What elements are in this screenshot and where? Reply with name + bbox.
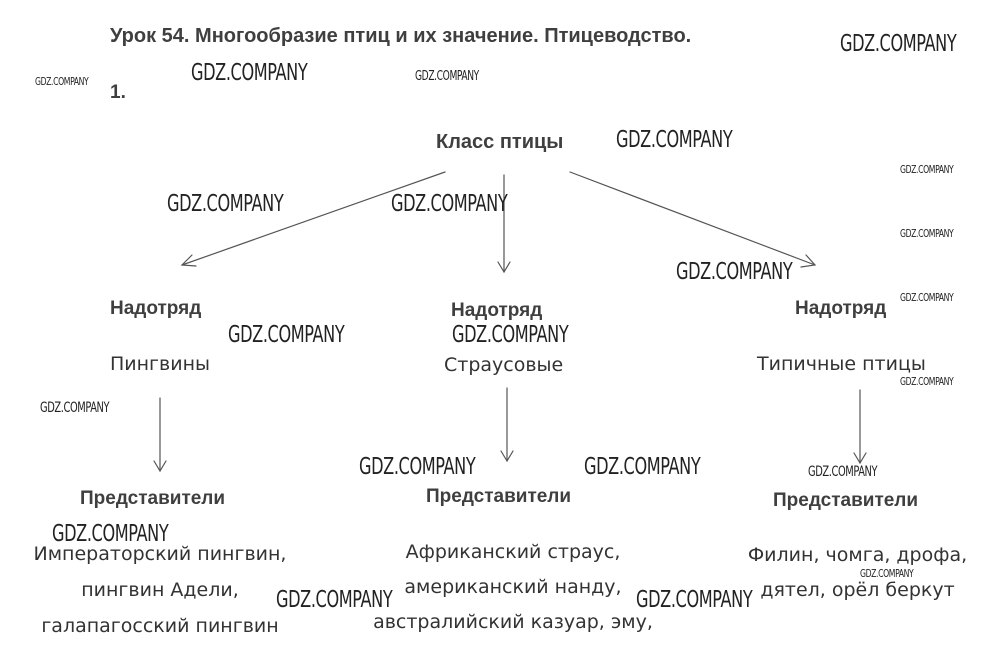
arrow-branch-3-to-representatives	[854, 390, 866, 463]
branch-3-superorder-label: Надотряд	[795, 298, 887, 319]
watermark-logo: GDZ.COMPANY	[860, 567, 914, 580]
watermark-logo: GDZ.COMPANY	[391, 191, 508, 217]
branch-1-member: пингвин Адели,	[81, 579, 239, 601]
branch-1-superorder-label: Надотряд	[110, 298, 202, 319]
branch-2-member: австралийский казуар, эму,	[373, 611, 653, 633]
branch-3-member: дятел, орёл беркут	[760, 579, 955, 601]
watermark-logo: GDZ.COMPANY	[452, 322, 569, 348]
arrow-root-to-branch-1	[182, 172, 445, 266]
watermark-logo: GDZ.COMPANY	[276, 587, 393, 613]
branch-2-superorder-label: Надотряд	[451, 300, 543, 321]
branch-3-order-name: Типичные птицы	[757, 353, 926, 375]
branch-1-order-name: Пингвины	[110, 353, 211, 375]
branch-1-representatives-label: Представители	[80, 488, 226, 509]
watermark-logo: GDZ.COMPANY	[228, 322, 345, 348]
watermark-logo: GDZ.COMPANY	[900, 291, 954, 304]
branch-1-member: галапагосский пингвин	[41, 615, 279, 637]
task-number: 1.	[110, 82, 126, 103]
branch-1-member: Императорский пингвин,	[33, 543, 287, 565]
branch-3-representatives-label: Представители	[773, 490, 919, 511]
watermark-logo: GDZ.COMPANY	[40, 400, 110, 416]
branch-2-order-name: Страусовые	[444, 354, 564, 376]
arrow-branch-2-to-representatives	[501, 388, 513, 461]
watermark-logo: GDZ.COMPANY	[900, 227, 954, 240]
watermark-logo: GDZ.COMPANY	[900, 375, 954, 388]
branch-2-member: американский нанду,	[404, 576, 622, 598]
watermark-logo: GDZ.COMPANY	[52, 521, 169, 547]
watermark-logo: GDZ.COMPANY	[35, 75, 89, 88]
arrow-branch-1-to-representatives	[154, 398, 166, 471]
watermark-logo: GDZ.COMPANY	[191, 60, 308, 86]
watermark-logo: GDZ.COMPANY	[167, 191, 284, 217]
watermark-logo: GDZ.COMPANY	[840, 31, 957, 57]
watermark-logo: GDZ.COMPANY	[676, 259, 793, 285]
branch-3-member: Филин, чомга, дрофа,	[747, 544, 968, 566]
arrow-root-to-branch-2	[498, 175, 510, 272]
watermark-logo: GDZ.COMPANY	[616, 127, 733, 153]
watermark-logo: GDZ.COMPANY	[900, 163, 954, 176]
watermark-logo: GDZ.COMPANY	[636, 587, 753, 613]
watermark-logo: GDZ.COMPANY	[584, 454, 701, 480]
watermark-logo: GDZ.COMPANY	[359, 454, 476, 480]
diagram-root-node: Класс птицы	[436, 131, 564, 153]
branch-2-representatives-label: Представители	[426, 486, 572, 507]
watermark-logo: GDZ.COMPANY	[808, 464, 878, 480]
arrow-root-to-branch-3	[570, 172, 815, 267]
watermark-logo: GDZ.COMPANY	[415, 69, 479, 84]
lesson-title: Урок 54. Многообразие птиц и их значение. Птицеводство.	[110, 25, 692, 47]
branch-2-member: Африканский страус,	[405, 541, 621, 563]
